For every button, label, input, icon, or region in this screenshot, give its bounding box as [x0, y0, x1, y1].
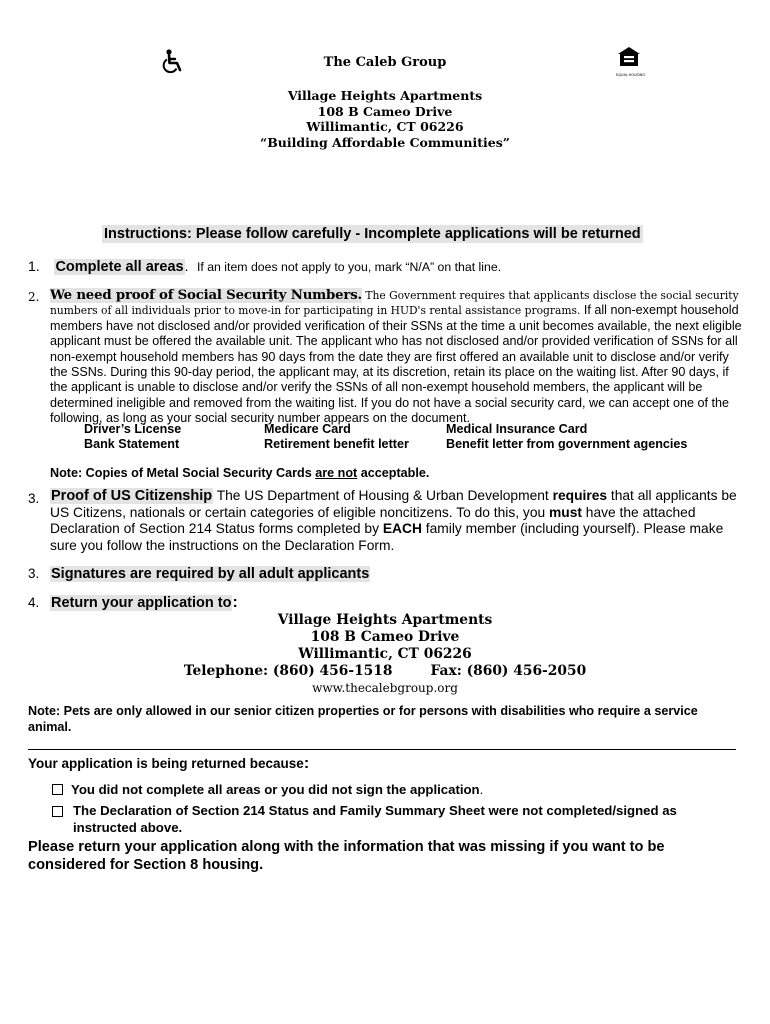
return-telephone: Telephone: (860) 456-1518: [183, 663, 393, 679]
metal-card-note: [50, 466, 429, 480]
item-4-title: Return your application to: [51, 595, 232, 611]
item-1-number: 1.: [28, 258, 40, 274]
return-address: [0, 612, 770, 696]
item-1-text: If an item does not apply to you, mark “N/A” on that line.: [196, 260, 502, 274]
returned-heading-colon: :: [303, 755, 310, 772]
item-1-period: .: [184, 258, 189, 274]
reason-1-period: .: [479, 782, 484, 797]
item-3a-text-2: that all applicants be US Citizens, nationals or certain categories of eligible noncitizens. To do this, you: [50, 488, 737, 520]
instructions-heading-text: Instructions: Please follow carefully - Incomplete applications will be returned: [104, 226, 641, 242]
doc-benefit-letter: Benefit letter from government agencies: [446, 437, 688, 452]
returned-heading: [28, 755, 309, 773]
equal-housing-caption: EQUAL HOUSING: [616, 73, 646, 77]
returned-heading-text: Your application is being returned because: [28, 756, 304, 771]
item-3b-title: Signatures are required by all adult applicants: [51, 566, 370, 582]
header-property-name: Village Heights Apartments: [287, 88, 483, 103]
item-2: [50, 288, 748, 427]
item-3b: [28, 565, 370, 583]
item-3a-must: must: [549, 504, 582, 520]
instructions-heading: [102, 225, 643, 243]
item-4: [28, 594, 238, 612]
return-website[interactable]: www.thecalebgroup.org: [312, 681, 458, 695]
return-phone-fax: [0, 663, 770, 680]
item-4-colon: :: [232, 594, 238, 611]
accepted-documents: [84, 422, 746, 453]
item-1: [28, 258, 738, 276]
item-3a-text-4: family member (including yourself). Please make sure you follow the instructions on the Declaration Form.: [50, 521, 724, 553]
reason-1-checkbox[interactable]: [52, 784, 63, 795]
org-name: The Caleb Group: [323, 55, 447, 70]
item-3a-text-3: have the attached Declaration of Section 214 Status forms completed by: [50, 504, 696, 537]
header-address-block: [0, 88, 770, 150]
item-2-serif-text: The Government requires that applicants disclose the social security numbers of all individuals prior to move-in for participating in HUD's rental assistance programs.: [50, 289, 739, 318]
return-name: Village Heights Apartments: [277, 612, 493, 628]
item-4-number: 4.: [28, 595, 40, 610]
item-3a-title: Proof of US Citizenship: [51, 488, 213, 504]
doc-drivers-license: Driver’s License: [84, 422, 182, 436]
return-street: 108 B Cameo Drive: [310, 629, 460, 645]
header-street: 108 B Cameo Drive: [317, 103, 453, 119]
item-3a: [50, 488, 740, 554]
doc-medical-insurance-card: Medical Insurance Card: [446, 422, 588, 436]
metal-card-note-suffix: acceptable.: [357, 466, 430, 480]
item-2-title: We need proof of Social Security Numbers.: [50, 288, 362, 303]
item-3a-each: EACH: [382, 521, 422, 537]
return-fax: Fax: (860) 456-2050: [430, 663, 587, 679]
doc-medicare-card: Medicare Card: [264, 422, 351, 436]
item-3b-number: 3.: [28, 566, 40, 581]
reason-2-checkbox[interactable]: [52, 806, 63, 817]
metal-card-note-underlined: are not: [315, 466, 358, 480]
item-3a-requires: requires: [552, 488, 608, 503]
item-3a-text-1: The US Department of Housing & Urban Development: [213, 488, 553, 503]
header-city: Willimantic, CT 06226: [306, 119, 464, 134]
reason-2: [52, 803, 742, 836]
metal-card-note-prefix: Note: Copies of Metal Social Security Cards: [50, 466, 316, 480]
item-2-text: If all non-exempt household members have not disclosed and/or provided verification of their SSNs at the time a unit becomes available, the next eligible applicant must be offered the available unit. The applicant who has not disclosed and/or provided verification of SSNs for all non-exempt household members has 90 days from the date they are first offered an available unit to disclose and/or verify the SSNs. During this 90-day period, the applicant may, at its discretion, retain its place on the waiting list. After 90 days, if the applicant is unable to disclose and/or verify the SSNs of all non-exempt household members, the applicant will be determined ineligible and removed from the waiting list. If you do not have a social security card, we can accept one of the following, as long as your social security number appears on the document.: [50, 303, 742, 426]
divider: [28, 749, 736, 750]
closing-text: Please return your application along with the information that was missing if you want to be considered for Section 8 housing.: [28, 839, 665, 873]
header-slogan: “Building Affordable Communities”: [260, 134, 510, 150]
item-2-number: 2.: [28, 290, 40, 304]
return-city: Willimantic, CT 06226: [298, 646, 472, 662]
item-3a-number: 3.: [28, 491, 40, 506]
reason-1: [52, 782, 742, 797]
doc-retirement-benefit-letter: Retirement benefit letter: [264, 437, 409, 452]
reason-2-text: The Declaration of Section 214 Status and Family Summary Sheet were not completed/signed as instructed above.: [73, 803, 677, 835]
pets-note: Note: Pets are only allowed in our senior citizen properties or for persons with disabilities who require a service animal.: [28, 704, 698, 734]
doc-bank-statement: Bank Statement: [84, 437, 180, 452]
reason-1-text: You did not complete all areas or you did not sign the application: [71, 782, 480, 797]
item-1-title: Complete all areas: [55, 259, 184, 275]
